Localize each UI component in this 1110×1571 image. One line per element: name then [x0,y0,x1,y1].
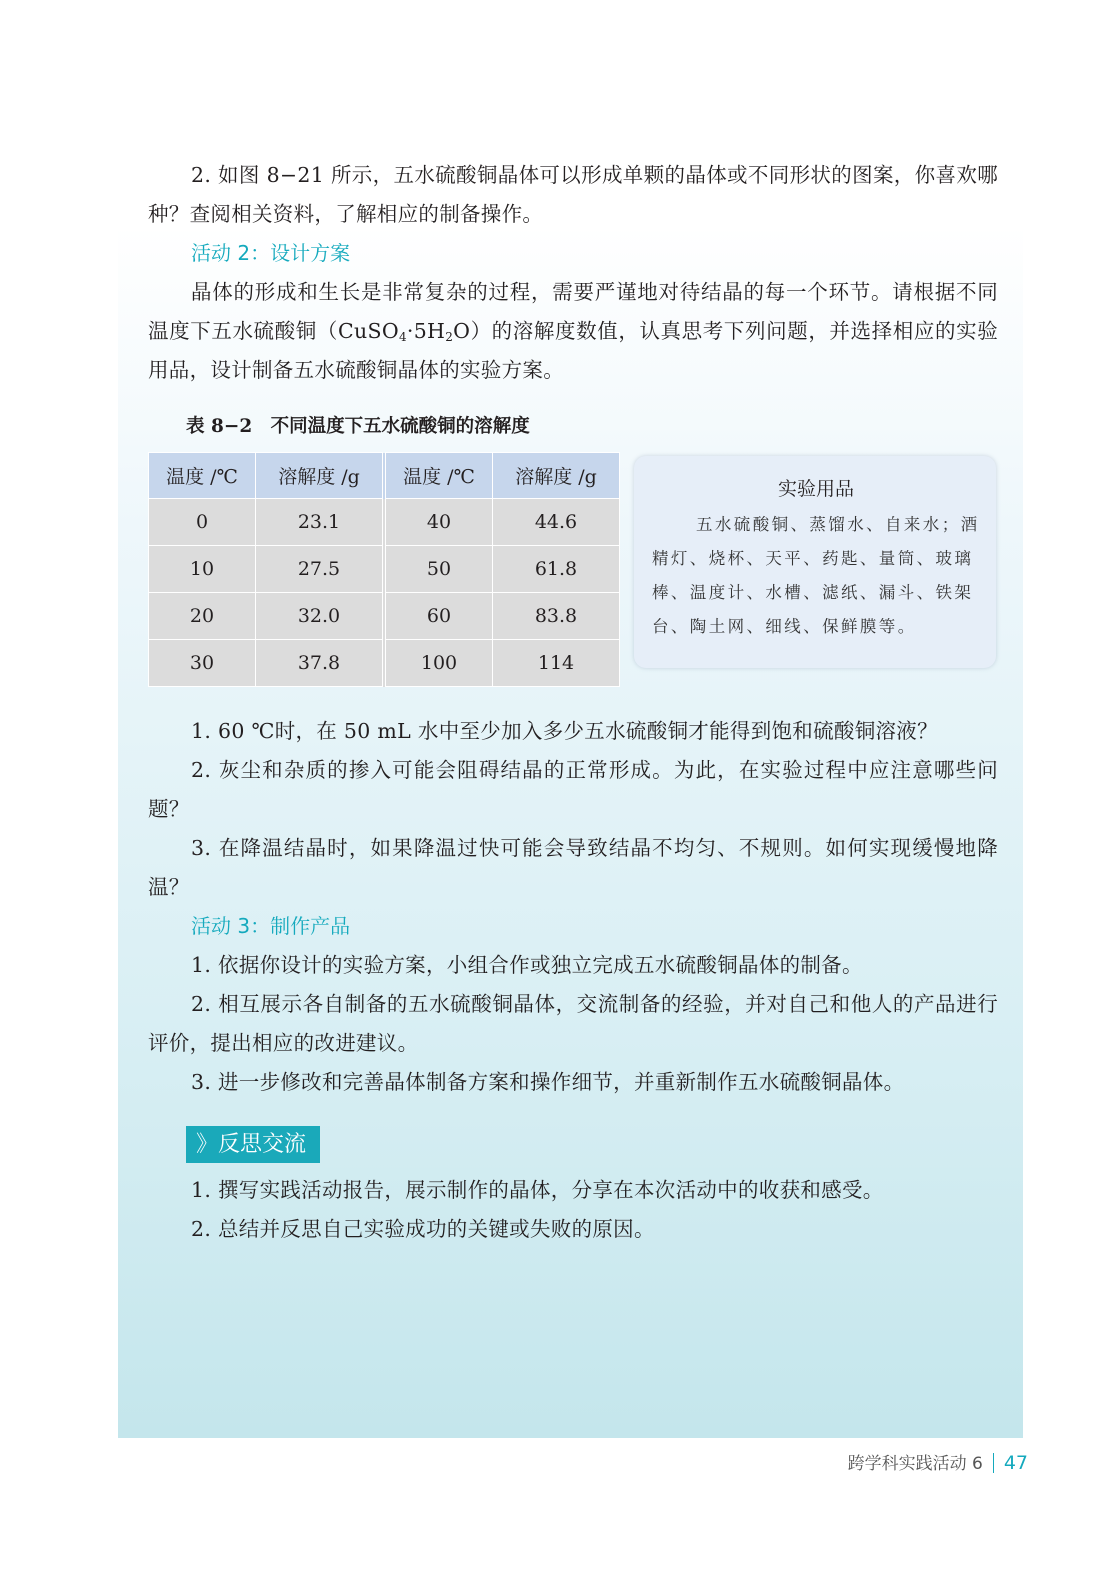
table-cell: 20 [149,593,256,640]
table-cell: 114 [493,640,620,687]
activity2-paragraph: 晶体的形成和生长是非常复杂的过程，需要严谨地对待结晶的每一个环节。请根据不同温度下五水硫酸铜$(CuSO_4\cdot 5H_2O)$的溶解度数值，认真思考下列问题，并选择相应的实验用品，设计制备五水硫酸铜晶体的实验方案。 [148,280,999,382]
footer-divider [993,1453,994,1473]
table-row [149,640,620,687]
solubility-table [148,452,620,687]
table-row [149,499,620,546]
activity3-title: 活动 3：制作产品 [191,914,351,938]
table-cell: 60 [384,593,493,640]
activity3-item-2: 2. 相互展示各自制备的五水硫酸铜晶体，交流制备的经验，并对自己和他人的产品进行评价，提出相应的改进建议。 [148,992,998,1055]
supplies-list: 五水硫酸铜、蒸馏水、自来水；酒精灯、烧杯、天平、药匙、量筒、玻璃棒、温度计、水槽、滤纸、漏斗、铁架台、陶土网、细线、保鲜膜等。 [652,515,980,636]
table-cell: 40 [384,499,493,546]
header-temp-1: 温度 /℃ [149,453,256,499]
table-cell: 50 [384,546,493,593]
reflection-item-1: 1. 撰写实践活动报告，展示制作的晶体，分享在本次活动中的收获和感受。 [191,1178,884,1202]
activity3-item-3: 3. 进一步修改和完善晶体制备方案和操作细节，并重新制作五水硫酸铜晶体。 [191,1070,905,1094]
page-number: 47 [1003,1452,1028,1474]
intro-paragraph: 2. 如图 8−21 所示，五水硫酸铜晶体可以形成单颗的晶体或不同形状的图案，你喜欢哪种？查阅相关资料，了解相应的制备操作。 [148,163,998,226]
footer-section: 跨学科实践活动 6 [847,1454,983,1474]
table-cell: 100 [384,640,493,687]
reflection-heading [186,1126,320,1163]
double-chevron-icon: 》 [196,1132,219,1157]
header-solubility-2: 溶解度 /g [493,453,620,499]
table-cell: 30 [149,640,256,687]
reflection-item-2: 2. 总结并反思自己实验成功的关键或失败的原因。 [191,1217,655,1241]
question-1: 1. 60 ℃时，在 50 mL 水中至少加入多少五水硫酸铜才能得到饱和硫酸铜溶液？ [191,719,938,743]
table-cell: 32.0 [256,593,385,640]
supplies-title: 实验用品 [777,478,854,500]
header-solubility-1: 溶解度 /g [256,453,385,499]
table-cell: 0 [149,499,256,546]
activity3-item-1: 1. 依据你设计的实验方案，小组合作或独立完成五水硫酸铜晶体的制备。 [191,953,863,977]
table-cell: 61.8 [493,546,620,593]
page-content [148,156,998,1249]
table-cell: 37.8 [256,640,385,687]
page-footer [848,1450,1028,1477]
reflection-title: 反思交流 [218,1132,307,1157]
table-row [149,593,620,640]
question-2: 2. 灰尘和杂质的掺入可能会阻碍结晶的正常形成。为此，在实验过程中应注意哪些问题？ [148,758,998,821]
table-and-supplies [148,452,998,712]
question-3: 3. 在降温结晶时，如果降温过快可能会导致结晶不均匀、不规则。如何实现缓慢地降温？ [148,836,998,899]
table-cell: 83.8 [493,593,620,640]
table-cell: 44.6 [493,499,620,546]
supplies-box [634,456,996,668]
table-cell: 23.1 [256,499,385,546]
table-cell: 10 [149,546,256,593]
table-row [149,546,620,593]
table-cell: 27.5 [256,546,385,593]
table-caption: 表 8−2 不同温度下五水硫酸铜的溶解度 [186,416,530,437]
activity2-title: 活动 2：设计方案 [191,241,351,265]
header-temp-2: 温度 /℃ [384,453,493,499]
table-header-row [149,453,620,499]
